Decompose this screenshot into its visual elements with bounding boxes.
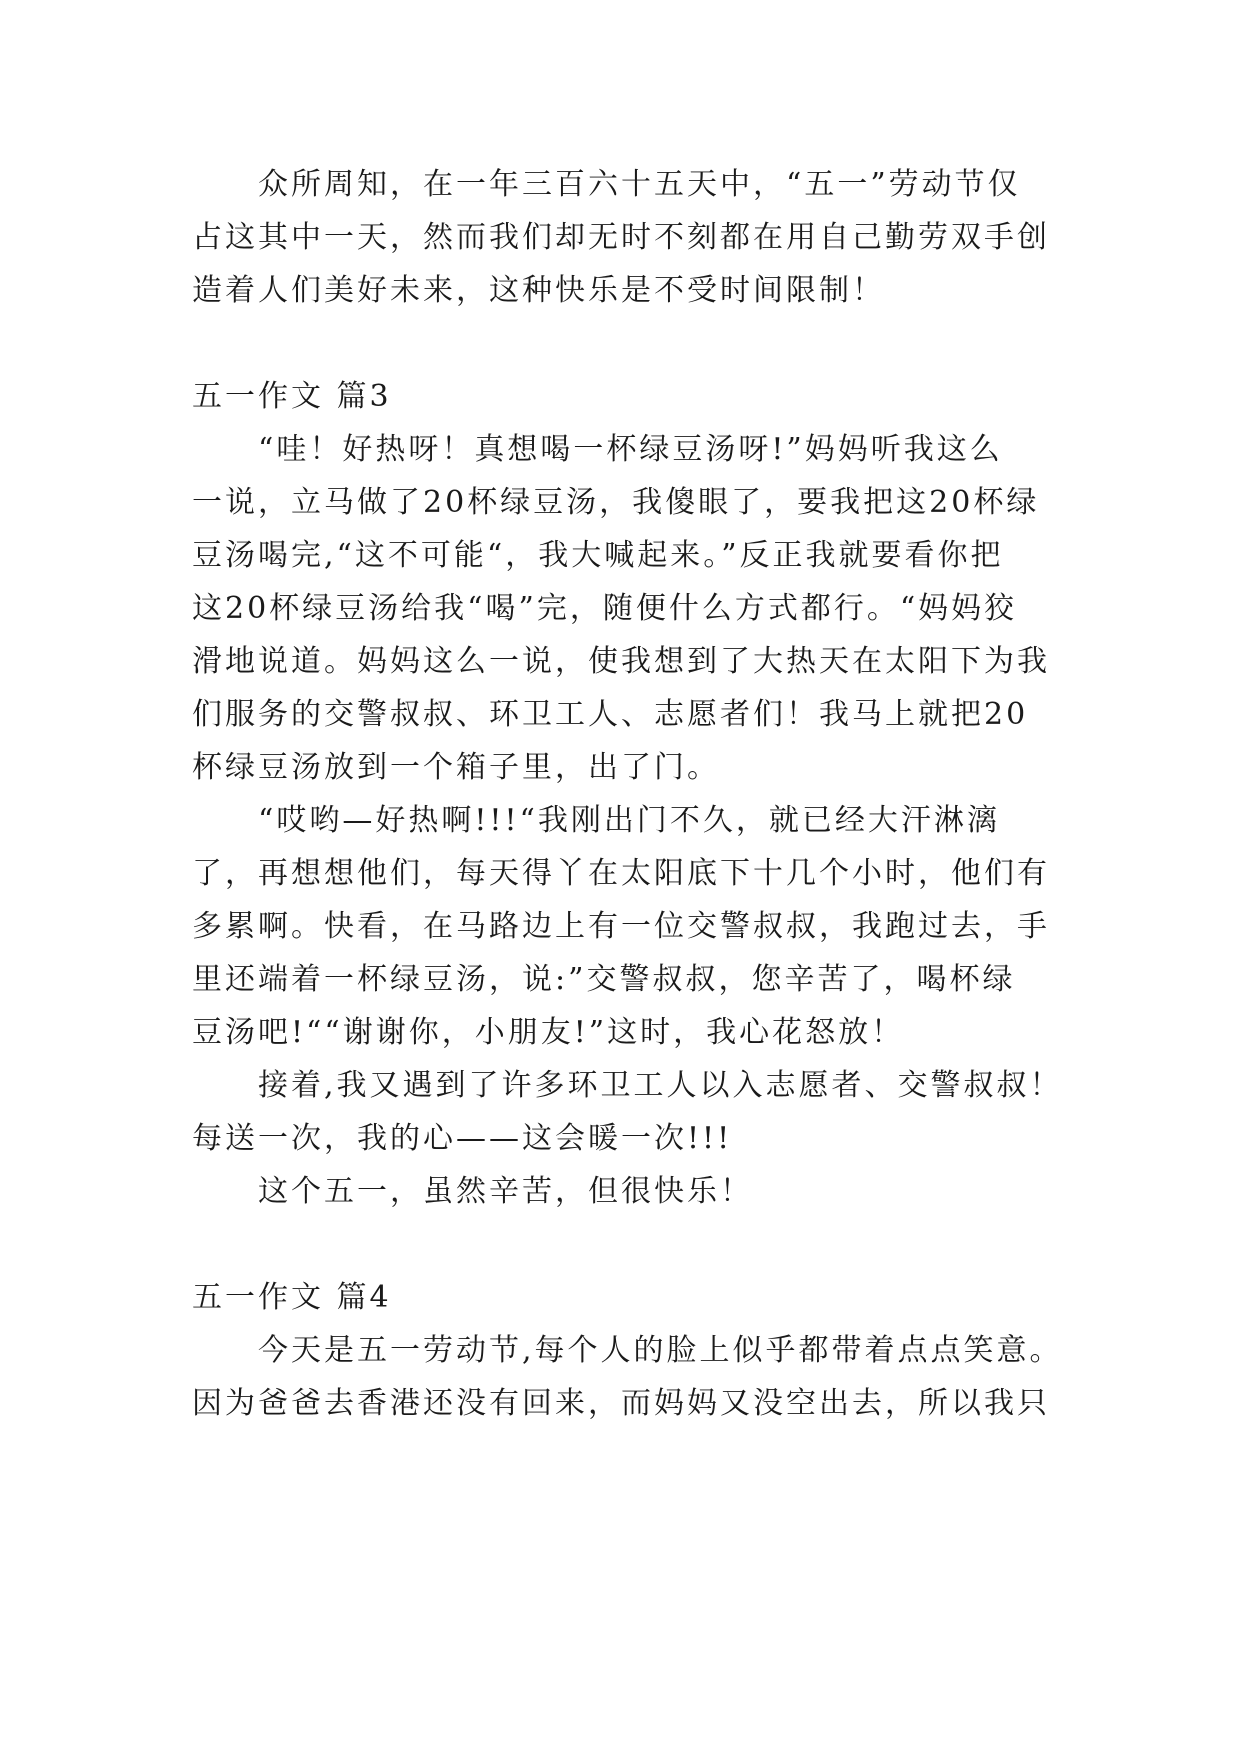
section-4: [192, 1271, 1063, 1430]
text-line: “哎哟—好热啊!!!“我刚出门不久，就已经大汗淋漓: [258, 803, 1000, 838]
paragraph-intro: [192, 158, 1052, 317]
text-line: 滑地说道。妈妈这么一说，使我想到了大热天在太阳下为我: [192, 644, 1050, 679]
document-body: [192, 158, 1063, 1430]
text-line: 多累啊。快看，在马路边上有一位交警叔叔，我跑过去，手: [192, 909, 1050, 944]
paragraph: [192, 423, 1052, 794]
text-line: 众所周知，在一年三百六十五天中，“五一”劳动节仅: [258, 167, 1021, 202]
text-line: 因为爸爸去香港还没有回来，而妈妈又没空出去，所以我只: [192, 1386, 1050, 1421]
text-line: 豆汤喝完,“这不可能“，我大喊起来。”反正我就要看你把: [192, 538, 1004, 573]
paragraph: [192, 1324, 1063, 1430]
section-3: [192, 370, 1063, 1218]
paragraph: [192, 794, 1052, 1059]
text-line: 今天是五一劳动节,每个人的脸上似乎都带着点点笑意。: [258, 1333, 1063, 1368]
text-line: “哇！好热呀！真想喝一杯绿豆汤呀!”妈妈听我这么: [258, 432, 1003, 467]
text-line: 这20杯绿豆汤给我“喝”完，随便什么方式都行。“妈妈狡: [192, 591, 1018, 626]
text-line: 每送一次，我的心——这会暖一次!!!: [192, 1121, 733, 1156]
text-line: 一说，立马做了20杯绿豆汤，我傻眼了，要我把这20杯绿: [192, 485, 1040, 520]
section-heading: 五一作文 篇4: [192, 1280, 392, 1315]
text-line: 里还端着一杯绿豆汤，说:”交警叔叔，您辛苦了，喝杯绿: [192, 962, 1016, 997]
section-heading: 五一作文 篇3: [192, 379, 392, 414]
text-line: 豆汤吧!““谢谢你，小朋友!”这时，我心花怒放！: [192, 1015, 905, 1050]
text-line: 杯绿豆汤放到一个箱子里，出了门。: [192, 750, 720, 785]
text-line: 这个五一，虽然辛苦，但很快乐！: [258, 1174, 753, 1209]
spacer: [192, 317, 1052, 370]
text-line: 造着人们美好未来，这种快乐是不受时间限制！: [192, 273, 885, 308]
text-line: 了，再想想他们，每天得丫在太阳底下十几个小时，他们有: [192, 856, 1050, 891]
text-line: 接着,我又遇到了许多环卫工人以入志愿者、交警叔叔！: [258, 1068, 1063, 1103]
text-line: 们服务的交警叔叔、环卫工人、志愿者们！我马上就把20: [192, 697, 1029, 732]
paragraph: [192, 1165, 1052, 1218]
text-line: 占这其中一天，然而我们却无时不刻都在用自己勤劳双手创: [192, 220, 1050, 255]
paragraph: [192, 1059, 1063, 1165]
spacer: [192, 1218, 1052, 1271]
